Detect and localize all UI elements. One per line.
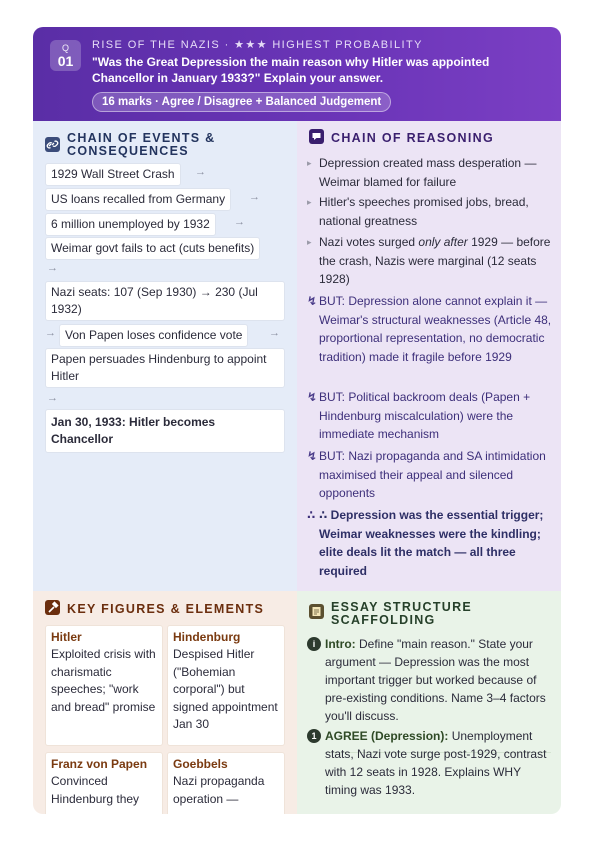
arrow-icon: →: [249, 191, 260, 203]
event-box: Nazi seats: 107 (Sep 1930) → 230 (Jul 1932): [45, 281, 285, 321]
conclusion-text: ∴ Depression was the essential trigger; Weimar weaknesses were the kindling; elite deals lit the match — all three required: [319, 508, 544, 579]
lightning-icon: ↯: [307, 390, 318, 404]
lightning-icon: ↯: [307, 294, 318, 308]
reasoning-text: BUT: Political backroom deals (Papen + Hindenburg miscalculation) were the immediate mechanism: [319, 390, 531, 442]
revision-card: [33, 27, 561, 814]
reasoning-text: [319, 233, 553, 289]
question-number: 01: [57, 53, 74, 69]
marks-pill: 16 marks · Agree / Disagree + Balanced Judgement: [92, 92, 391, 112]
figures-title: KEY FIGURES & ELEMENTS: [67, 602, 265, 616]
reasoning-item-but: [307, 388, 553, 444]
question-text: "Was the Great Depression the main reason why Hitler was appointed Chancellor in January 1933?" Explain your answer.: [92, 55, 490, 85]
reasoning-text: Hitler's speeches promised jobs, bread, national greatness: [319, 195, 529, 228]
event-box: Von Papen loses confidence vote: [59, 324, 248, 347]
figure-card-goebbels: [167, 752, 285, 814]
figure-desc: Convinced Hindenburg they: [51, 774, 140, 806]
reasoning-item-but: [307, 292, 553, 367]
lightning-icon: ↯: [307, 449, 318, 463]
event-box: Papen persuades Hindenburg to appoint Hitler: [45, 348, 285, 388]
arrow-icon: →: [45, 327, 56, 339]
reasoning-text-part: 1929 — before the crash, Nazis were marginal (12 seats 1928): [319, 235, 551, 287]
event-box-final: Jan 30, 1933: Hitler becomes Chancellor: [45, 409, 285, 453]
arrow-icon: →: [234, 216, 245, 228]
reasoning-item: [307, 233, 553, 289]
figure-desc: Despised Hitler ("Bohemian corporal") but signed appointment Jan 30: [173, 647, 278, 731]
events-title-2: CONSEQUENCES: [67, 144, 189, 158]
therefore-icon: ∴: [307, 508, 316, 522]
essay-step-text: [325, 727, 553, 799]
essay-step-intro: [307, 635, 553, 725]
figure-desc: Exploited crisis with charismatic speeches; "work and bread" promise: [51, 647, 156, 714]
step-number-icon: i: [307, 637, 321, 651]
reasoning-text: BUT: Depression alone cannot explain it — Weimar's structural weaknesses (Article 48, proportional representation, no democratic tradition) made it fragile before 1929: [319, 294, 552, 365]
arrow-icon: →: [47, 262, 58, 274]
link-icon: [45, 137, 60, 152]
speech-bubble-icon: [309, 129, 324, 144]
arrow-icon: →: [47, 392, 58, 404]
reasoning-conclusion: [307, 506, 553, 581]
bullet-icon: ▸: [307, 197, 312, 207]
essay-step-text: [325, 635, 553, 725]
essay-title-1: ESSAY STRUCTURE: [331, 600, 473, 614]
hammer-icon: [45, 600, 60, 615]
reasoning-item: [307, 154, 553, 191]
figures-panel: [33, 591, 297, 814]
essay-step-body: Unemployment stats, Nazi vote surge post-1929, contrast with 12 seats in 1928. Explains WHY timing was 1933.: [325, 729, 547, 797]
question-label: Q: [61, 43, 69, 53]
step-number-icon: 1: [307, 729, 321, 743]
reasoning-item: [307, 193, 553, 230]
arrow-icon: →: [269, 327, 280, 339]
question-number-badge: [50, 40, 81, 71]
figure-card-papen: [45, 752, 163, 814]
event-box: Weimar govt fails to act (cuts benefits): [45, 237, 260, 260]
reasoning-item-but: [307, 447, 553, 503]
figure-name: Hindenburg: [173, 630, 241, 644]
event-box: US loans recalled from Germany: [45, 188, 231, 211]
reasoning-text-part: Nazi votes surged: [319, 235, 419, 249]
reasoning-panel: [297, 121, 561, 591]
events-title-1: CHAIN OF EVENTS &: [67, 131, 216, 145]
notepad-icon: [309, 604, 324, 619]
topic-line: RISE OF THE NAZIS · ★★★ HIGHEST PROBABILITY: [92, 39, 423, 51]
figure-name: Goebbels: [173, 757, 228, 771]
essay-step-label: AGREE (Depression):: [325, 729, 449, 743]
events-panel: [33, 121, 297, 591]
reasoning-text: Depression created mass desperation — Weimar blamed for failure: [319, 156, 537, 189]
reasoning-title: CHAIN OF REASONING: [331, 131, 494, 145]
essay-title-2: SCAFFOLDING: [331, 613, 436, 627]
essay-panel: [297, 591, 561, 814]
event-box: 6 million unemployed by 1932: [45, 213, 216, 236]
essay-step-label: Intro:: [325, 637, 356, 651]
arrow-icon: →: [195, 166, 206, 178]
figure-name: Franz von Papen: [51, 757, 148, 771]
figure-desc: Nazi propaganda operation —: [173, 774, 265, 806]
essay-step-agree: [307, 727, 553, 799]
bullet-icon: ▸: [307, 158, 312, 168]
question-header: [33, 27, 561, 121]
bullet-icon: ▸: [307, 237, 312, 247]
figure-card-hitler: [45, 625, 163, 746]
figure-card-hindenburg: [167, 625, 285, 746]
figure-name: Hitler: [51, 630, 82, 644]
essay-step-body: Define "main reason." State your argument — Depression was the most important trigger but worked because of pre-existing conditions. Name 3–4 factors you'll discuss.: [325, 637, 546, 723]
reasoning-emphasis: only after: [418, 235, 468, 249]
event-box: 1929 Wall Street Crash: [45, 163, 181, 186]
reasoning-text: BUT: Nazi propaganda and SA intimidation maximised their appeal and silenced opponents: [319, 449, 546, 501]
